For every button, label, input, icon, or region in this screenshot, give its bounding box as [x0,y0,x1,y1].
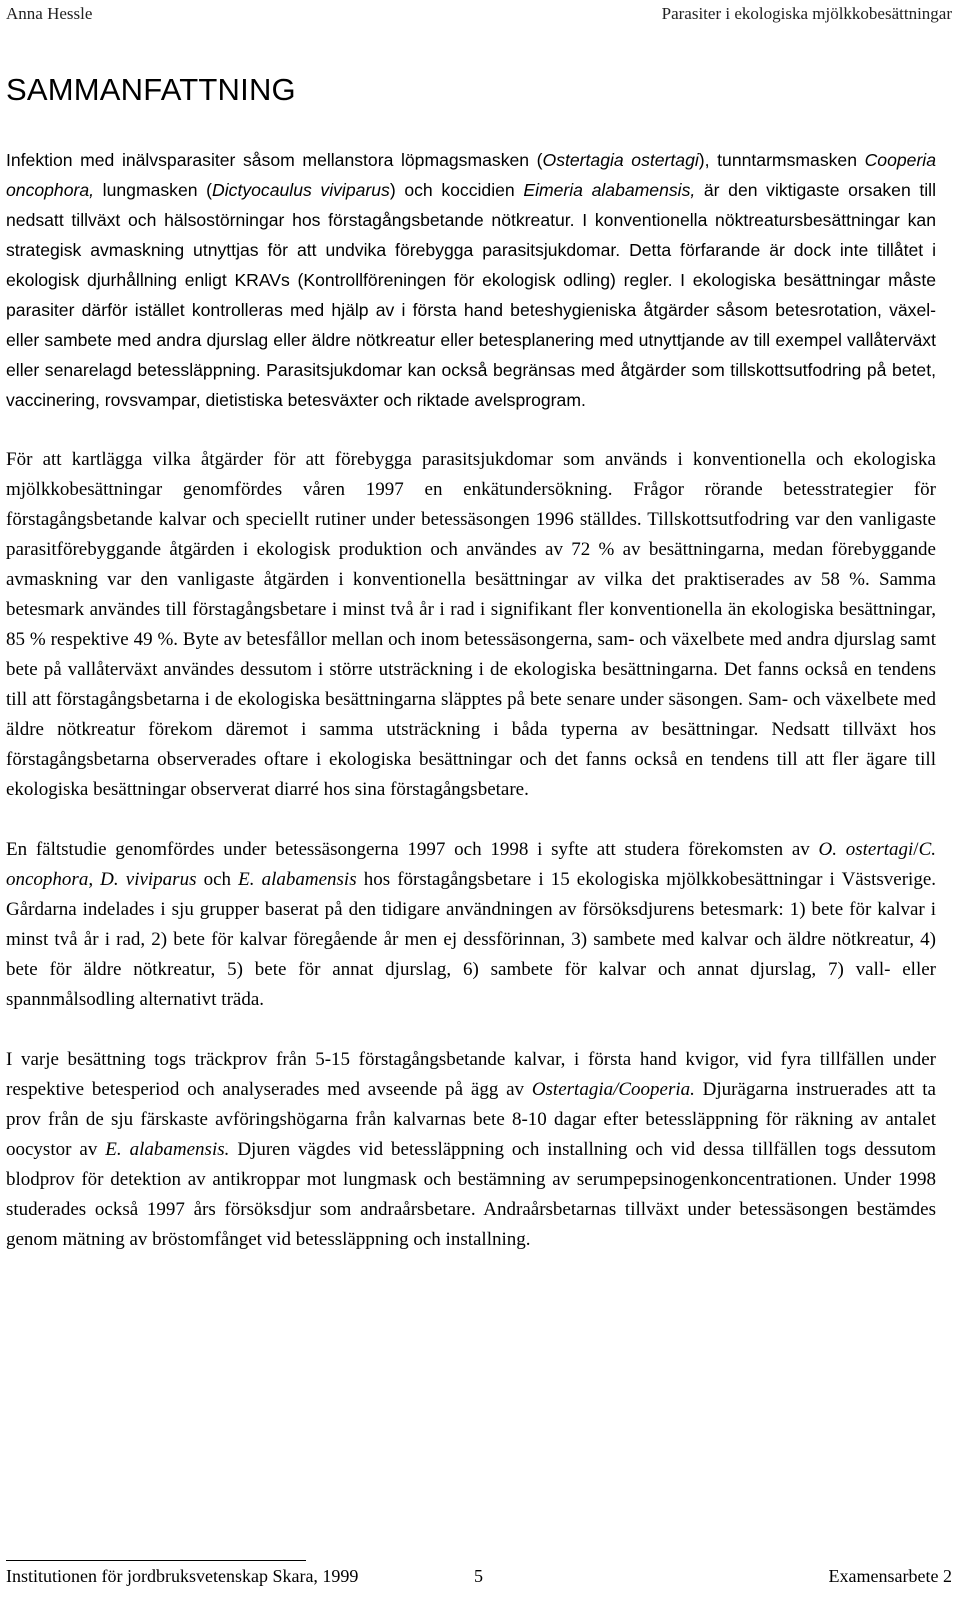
italic-text-run: O. ostertagi [818,839,914,860]
paragraph-4 [6,1045,936,1255]
paragraph-2 [6,445,936,805]
italic-text-run: C. oncophora, D. viviparus [6,839,937,890]
section-title: SAMMANFATTNING [6,72,296,107]
italic-text-run: Eimeria alabamensis, [523,180,696,200]
text-run: ) och koccidien [389,180,524,200]
italic-text-run: E. alabamensis [238,869,357,890]
italic-text-run: Cooperia oncophora, [6,150,936,200]
page-footer [6,1566,952,1590]
text-run: I konventionella nöktreatursbesättningar kan strategisk avmaskning utnyttjas för att undvika förebygga parasitsjukdomar. Detta förfarande är dock inte tillåtet i ekologisk djurhållning enligt KRAVs (Kontrollföreningen för ekologisk odling) regler. I ekologiska besättningar måste parasiter därför istället kontrolleras med hjälp av i första hand beteshygieniska åtgärder såsom betesrotation, växel- eller sambete med andra djurslag eller äldre nötkreatur eller betesplanering med utnyttjande av till exempel vallåterväxt eller senarelagd betessläppning. Parasitsjukdomar kan också begränsas med åtgärder som tillskottsutfodring på betet, vaccinering, rovsvampar, dietistiska betesväxter och riktade avelsprogram. [6,210,936,410]
text-run: är den viktigaste orsaken till nedsatt tillväxt och hälsostörningar hos förstagångsbetande nötkreatur. [6,180,936,230]
header-author: Anna Hessle [6,4,93,23]
text-run: Djuren vägdes vid betessläppning och installning och vid dessa tillfällen togs dessutom blodprov för detektion av antikroppar mot lungmask och bestämning av serumpepsinogenkoncentrationen. Under 1998 studerades också 1997 års försöksdjur som andraårsbetare. Andraårsbetarnas tillväxt under betessäsongen bestämdes genom mätning av bröstomfånget vid betessläppning och installning. [6,1139,936,1250]
text-run: ), tunntarmsmasken [698,150,865,170]
text-run: För att kartlägga vilka åtgärder för att förebygga parasitsjukdomar som används i konventionella och ekologiska mjölkkobesättningar genomfördes våren 1997 en enkätundersökning. Frågor rörande betesstrategier för förstagångsbetande kalvar och speciellt rutiner under betessäsongen 1996 ställdes. Tillskottsutfodring var den vanligaste parasitförebyggande åtgärden i ekologisk produktion och användes av 72 % av besättningarna, medan förebyggande avmaskning var den vanligaste åtgärden i konventionella besättningar av vilka det praktiserades av 58 %. Samma betesmark användes till förstagångsbetare i minst två år i rad i signifikant fler konventionella än ekologiska besättningar, 85 % respektive 49 %. Byte av betesfållor mellan och inom betessäsongerna, sam- och växelbete med andra djurslag samt bete på vallåterväxt användes dessutom i större utsträckning i de ekologiska besättningarna. Det fanns också en tendens till att förstagångsbetarna i de ekologiska besättningarna släpptes på bete senare under säsongen. Sam- och växelbete med äldre nötkreatur förekom däremot i samma utsträckning i båda typerna av besättningar. Nedsatt tillväxt hos förstagångsbetarna observerades oftare i ekologiska besättningar och det fanns också en tendens till att fler ägare till ekologiska besättningar observerat diarré hos sina förstagångsbetare. [6,449,936,800]
text-run: Infektion med inälvsparasiter såsom mellanstora löpmagsmasken ( [6,150,543,170]
text-run: hos förstagångsbetare i 15 ekologiska mjölkkobesättningar i Västsverige. Gårdarna indelades i sju grupper baserat på den tidigare användningen av försöksdjurens betesmark: 1) bete för kalvar i minst två år i rad, 2) bete för kalvar föregående år men ej dessförinnan, 3) sambete med kalvar och äldre nötkreatur, 4) bete för äldre nötkreatur, 5) bete för annat djurslag, 6) sambete för kalvar och annat djurslag, 7) vall- eller spannmålsodling alternativt träda. [6,869,937,1010]
text-run: lungmasken ( [94,180,213,200]
italic-text-run: Ostertagia ostertagi [542,150,699,170]
page-number: 5 [474,1566,483,1586]
italic-text-run: Dictyocaulus viviparus [212,180,390,200]
text-run: Djurägarna instruerades att ta prov från de sju färskaste avföringshögarna från kalvarnas bete 8-10 dagar efter betessläppning för räkning av antalet oocystor av [6,1079,936,1160]
footer-series: Examensarbete 2 [828,1566,952,1586]
italic-text-run: E. alabamensis. [105,1139,230,1160]
footer-institution: Institutionen för jordbruksvetenskap Skara, 1999 [6,1566,359,1586]
text-run: och [196,869,239,890]
running-header [6,4,952,28]
header-running-title: Parasiter i ekologiska mjölkkobesättningar [661,4,952,23]
text-run: / [913,839,919,860]
paragraph-1 [6,145,936,415]
italic-text-run: Ostertagia/Cooperia. [531,1079,695,1100]
paragraph-3 [6,835,936,1015]
body-text [6,145,936,1255]
footer-divider [6,1560,306,1561]
text-run: I varje besättning togs träckprov från 5-15 förstagångsbetande kalvar, i första hand kvigor, vid fyra tillfällen under respektive betesperiod och analyserades med avseende på ägg av [6,1049,936,1100]
text-run: En fältstudie genomfördes under betessäsongerna 1997 och 1998 i syfte att studera förekomsten av [6,839,819,860]
